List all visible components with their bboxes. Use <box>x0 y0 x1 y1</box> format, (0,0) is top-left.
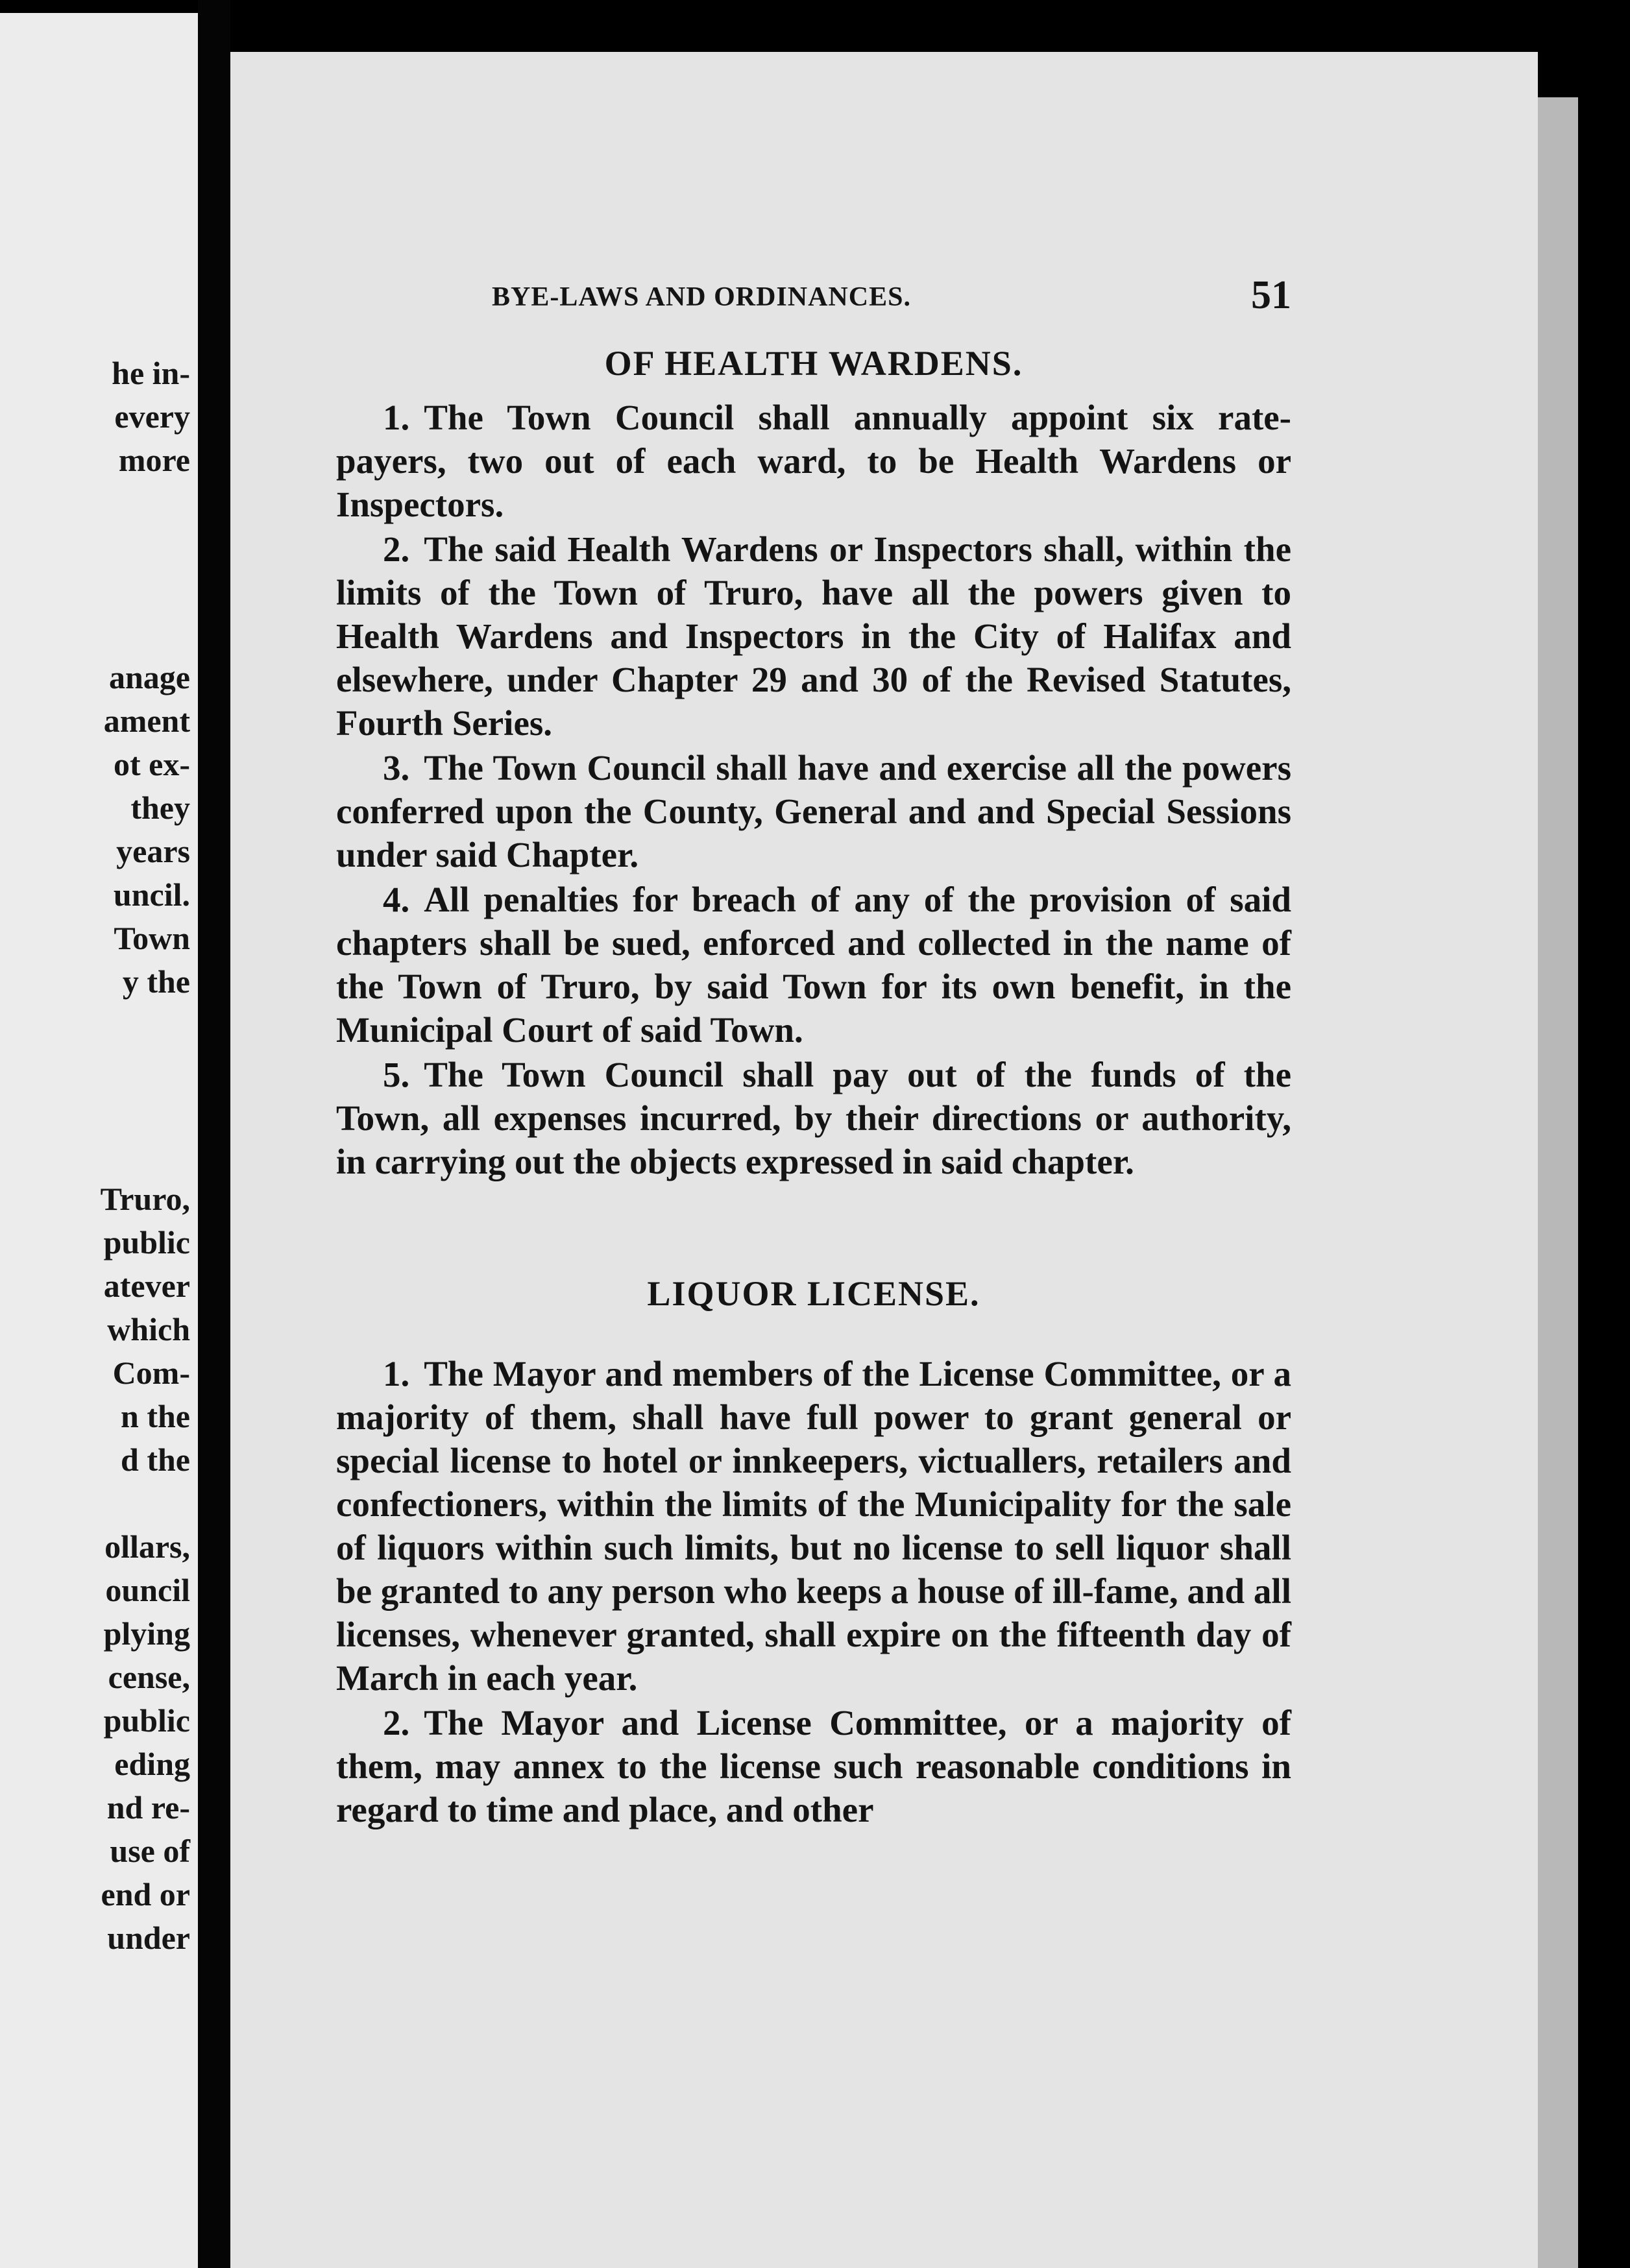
numbered-paragraph <box>336 878 1291 1052</box>
paragraph-number: 2. <box>383 1703 410 1743</box>
left-page-fragment <box>0 1134 190 1177</box>
liquor-license-section <box>336 1352 1291 1831</box>
paragraph-text: The Mayor and License Committee, or a majority of them, may annex to the license such reasonable conditions in regard to time and place, and other <box>336 1703 1291 1829</box>
left-page-fragment: Truro, <box>100 1181 190 1217</box>
left-page-fragment: d the <box>121 1442 190 1478</box>
paragraph-text: All penalties for breach of any of the provision of said chapters shall be sued, enforced and collected in the name of the Town of Truro, by said Town for its own benefit, in the Municipal Court of said Town. <box>336 880 1291 1050</box>
left-page-fragment: n the <box>121 1398 190 1434</box>
left-page-fragment <box>0 1482 190 1525</box>
left-page-fragment: use of <box>110 1833 190 1869</box>
numbered-paragraph <box>336 746 1291 876</box>
section-title-health-wardens: OF HEALTH WARDENS. <box>604 344 1023 383</box>
left-page-fragment: anage <box>109 659 190 695</box>
left-page-fragment <box>0 1091 190 1134</box>
paragraph-number: 1. <box>383 398 410 437</box>
paragraph-text: The said Health Wardens or Inspectors shall, within the limits of the Town of Truro, have all the powers given to Health Wardens and Inspectors in the City of Halifax and elsewhere, under Chapter 29 and 30 of the Revised Statutes, Fourth Series. <box>336 529 1291 743</box>
paragraph-text: The Town Council shall pay out of the funds of the Town, all expenses incurred, by their directions or authority, in carrying out the objects expressed in said chapter. <box>336 1055 1291 1181</box>
left-page-fragment: eding <box>114 1746 190 1782</box>
section-title-liquor-license: LIQUOR LICENSE. <box>647 1274 980 1313</box>
left-page-fragment <box>0 569 190 612</box>
paragraph-text: The Town Council shall annually appoint six rate-payers, two out of each ward, to be Health Wardens or Inspectors. <box>336 398 1291 524</box>
numbered-paragraph <box>336 527 1291 745</box>
left-page-fragment: which <box>107 1311 190 1347</box>
left-page-fragment: public <box>103 1702 190 1739</box>
left-page-fragment: under <box>107 1920 190 1956</box>
left-page-fragment: public <box>103 1224 190 1261</box>
left-page-fragment: ollars, <box>104 1528 190 1565</box>
page-51 <box>230 52 1538 2268</box>
left-page-fragment <box>0 1047 190 1091</box>
running-header <box>336 272 1291 331</box>
left-page-fragment: every <box>114 398 190 435</box>
paragraph-number: 1. <box>383 1354 410 1393</box>
running-title: BYE-LAWS AND ORDINANCES. <box>492 282 911 312</box>
left-page-fragment: cense, <box>108 1659 190 1695</box>
left-page-fragment: ouncil <box>105 1572 190 1608</box>
paragraph-number: 2. <box>383 529 410 569</box>
page-content <box>336 272 1291 1833</box>
left-page-fragment: ot ex- <box>114 746 190 782</box>
left-page-fragment: nd re- <box>106 1789 190 1826</box>
paragraph-number: 4. <box>383 880 410 919</box>
left-page-fragment: y the <box>122 963 190 1000</box>
left-page-text-fragments <box>0 352 190 1960</box>
paragraph-number: 5. <box>383 1055 410 1094</box>
left-page-fragment: they <box>130 790 190 826</box>
left-page-fragment: atever <box>103 1268 190 1304</box>
numbered-paragraph <box>336 1352 1291 1700</box>
health-wardens-section <box>336 396 1291 1183</box>
numbered-paragraph <box>336 1701 1291 1831</box>
left-page-fragment <box>0 482 190 525</box>
left-page-fragment: Com- <box>112 1355 190 1391</box>
left-page-fragment <box>0 1004 190 1047</box>
left-page-fragment <box>0 612 190 656</box>
left-page-fragment: end or <box>101 1876 190 1912</box>
paragraph-text: The Mayor and members of the License Committee, or a majority of them, shall have full power to grant general or special license to hotel or innkeepers, victuallers, retailers and confectioners, within the limits of the Municipality for the sale of liquors within such limits, but no license to sell liquor shall be granted to any person who keeps a house of ill-fame, and all licenses, whenever granted, shall expire on the fifteenth day of March in each year. <box>336 1354 1291 1698</box>
left-page-fragment <box>0 525 190 569</box>
paragraph-text: The Town Council shall have and exercise all the powers conferred upon the County, General and and Special Sessions under said Chapter. <box>336 748 1291 875</box>
numbered-paragraph <box>336 396 1291 526</box>
book-gutter <box>198 0 230 2268</box>
left-facing-page <box>0 13 198 2268</box>
left-page-fragment: years <box>116 833 190 869</box>
numbered-paragraph <box>336 1053 1291 1183</box>
left-page-fragment: Town <box>114 920 190 956</box>
left-page-fragment: he in- <box>112 355 190 391</box>
left-page-fragment: ament <box>103 703 190 739</box>
paragraph-number: 3. <box>383 748 410 788</box>
left-page-fragment: plying <box>103 1615 190 1652</box>
left-page-fragment: more <box>118 442 190 478</box>
left-page-fragment: uncil. <box>113 876 190 913</box>
page-number: 51 <box>1251 273 1291 317</box>
page-edge-shadow <box>1538 97 1578 2268</box>
